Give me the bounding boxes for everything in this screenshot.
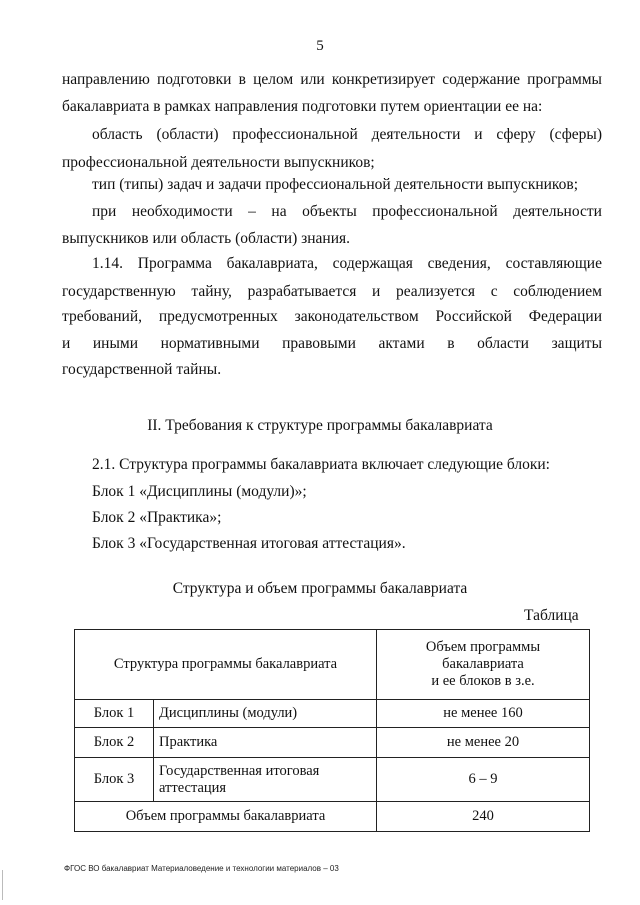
word: подготовки (156, 71, 232, 88)
text-line: Блок 2 «Практика»; (92, 509, 222, 526)
word: конкретизирует (331, 71, 436, 88)
word: при (92, 203, 117, 220)
justified-line (62, 334, 602, 354)
table-header-row (75, 630, 590, 700)
table-title: Структура и объем программы бакалавриата (172, 580, 468, 597)
word: области (477, 335, 529, 352)
justified-line (92, 254, 602, 274)
word: тайну, (191, 283, 232, 300)
structure-table (74, 629, 590, 832)
word: Федерации (528, 308, 602, 325)
block-name-cell: Практика (154, 728, 377, 758)
text-line: бакалавриата в рамках направления подготовки путем ориентации ее на: (62, 98, 543, 115)
word: целом (253, 71, 294, 88)
word: 1.14. (92, 255, 123, 272)
word: предусмотренных (158, 308, 278, 325)
block-value-cell: не менее 20 (377, 728, 590, 758)
total-value-cell: 240 (377, 802, 590, 832)
word: и (474, 126, 483, 143)
word: на (271, 203, 287, 220)
word: в (238, 71, 246, 88)
block-name-cell: Дисциплины (модули) (154, 700, 377, 728)
justified-line (92, 202, 602, 222)
word: сферу (496, 126, 536, 143)
block-name-line: Государственная итоговая (159, 762, 320, 779)
word: профессиональной (372, 203, 498, 220)
word: сведения, (427, 255, 491, 272)
word: Программа (137, 255, 212, 272)
justified-line (62, 70, 602, 90)
justified-line (62, 282, 602, 302)
word: и (62, 335, 71, 352)
word: актами (378, 335, 425, 352)
word: бакалавриата, (226, 255, 318, 272)
word: область (92, 126, 143, 143)
document-footer: ФГОС ВО бакалавриат Материаловедение и технологии материалов – 03 (64, 864, 339, 873)
word: законодательством (294, 308, 419, 325)
block-cell: Блок 2 (75, 728, 154, 758)
word: требований, (62, 308, 142, 325)
word: правовыми (282, 335, 356, 352)
header-structure: Структура программы бакалавриата (113, 656, 338, 672)
text-line: Блок 3 «Государственная итоговая аттестация». (92, 535, 406, 552)
block-value-cell: 6 – 9 (377, 758, 590, 802)
word: соблюдением (513, 283, 602, 300)
word: государственную (62, 283, 176, 300)
header-volume-line: Объем программы (425, 639, 541, 655)
word: деятельности (371, 126, 461, 143)
block-cell: Блок 3 (75, 758, 154, 802)
table-row (75, 700, 590, 728)
block-value-cell: не менее 160 (377, 700, 590, 728)
word: объекты (302, 203, 357, 220)
word: или (300, 71, 325, 88)
table-total-row (75, 802, 590, 832)
text-line: Блок 1 «Дисциплины (модули)»; (92, 483, 307, 500)
text-line: государственной тайны. (62, 361, 222, 378)
text-line: 2.1. Структура программы бакалавриата включает следующие блоки: (92, 456, 550, 473)
block-name-cell (154, 758, 377, 802)
word: разрабатывается (247, 283, 357, 300)
word: профессиональной (232, 126, 358, 143)
table-row (75, 728, 590, 758)
word: нормативными (160, 335, 260, 352)
word: иными (92, 335, 138, 352)
block-name-line: аттестация (159, 779, 227, 796)
header-volume-line: бакалавриата (442, 656, 524, 672)
word: необходимости (131, 203, 233, 220)
word: (сферы) (549, 126, 602, 143)
word: содержащая (332, 255, 413, 272)
header-volume-line: и ее блоков в з.е. (431, 673, 535, 689)
block-cell: Блок 1 (75, 700, 154, 728)
word: составляющие (505, 255, 602, 272)
table-row (75, 758, 590, 802)
word: содержание (442, 71, 520, 88)
page-number: 5 (316, 38, 324, 54)
word: деятельности (513, 203, 602, 220)
justified-line (92, 125, 602, 145)
total-label-cell: Объем программы бакалавриата (75, 802, 377, 832)
scan-edge-mark (2, 870, 3, 900)
word: – (248, 203, 256, 220)
word: защиты (551, 335, 602, 352)
word: Российской (435, 308, 512, 325)
word: с (490, 283, 498, 300)
word: программы (527, 71, 602, 88)
text-line: тип (типы) задач и задачи профессиональной деятельности выпускников; (92, 176, 579, 193)
word: реализуется (395, 283, 476, 300)
table-label: Таблица (524, 607, 579, 624)
header-volume-cell (377, 630, 590, 700)
word: направлению (62, 71, 150, 88)
word: (области) (156, 126, 219, 143)
text-line: выпускников или область (области) знания. (62, 230, 351, 247)
text-line: профессиональной деятельности выпускников; (62, 154, 375, 171)
word: в (447, 335, 455, 352)
justified-line (62, 307, 602, 327)
header-structure-cell (75, 630, 377, 700)
section-heading: II. Требования к структуре программы бакалавриата (147, 417, 493, 434)
word: и (372, 283, 381, 300)
